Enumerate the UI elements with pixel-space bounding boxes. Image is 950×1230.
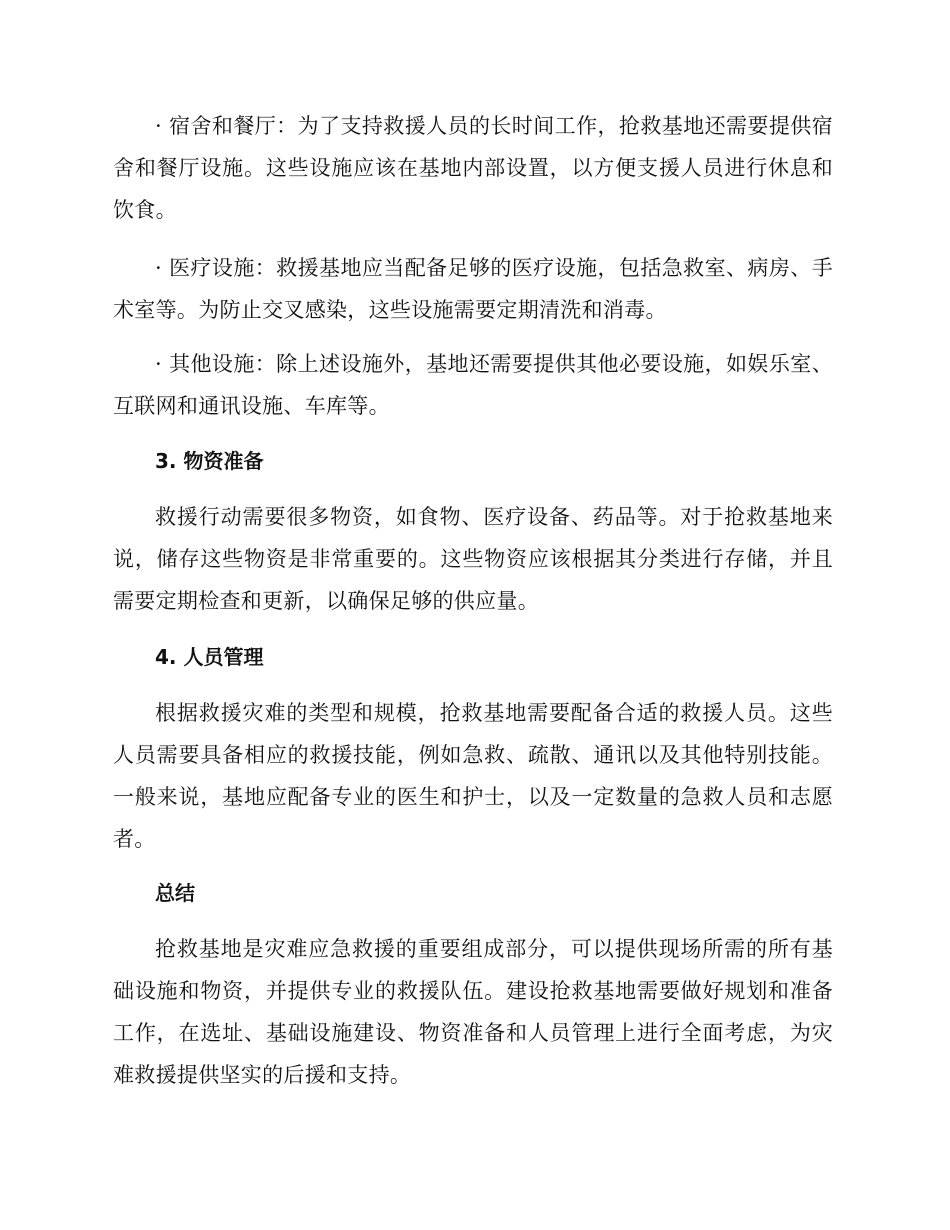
paragraph-other-facilities: · 其他设施：除上述设施外，基地还需要提供其他必要设施，如娱乐室、互联网和通讯设施、车库等。 [113,352,833,418]
paragraph-dorm-canteen: · 宿舍和餐厅：为了支持救援人员的长时间工作，抢救基地还需要提供宿舍和餐厅设施。这些设施应该在基地内部设置，以方便支援人员进行休息和饮食。 [113,114,833,222]
heading-personnel: 4. 人员管理 [155,645,264,669]
paragraph-personnel: 根据救援灾难的类型和规模，抢救基地需要配备合适的救援人员。这些人员需要具备相应的救援技能，例如急救、疏散、通讯以及其他特别技能。一般来说，基地应配备专业的医生和护士，以及一定数量的急救人员和志愿者。 [113,701,833,851]
paragraph-medical-facilities: · 医疗设施：救援基地应当配备足够的医疗设施，包括急救室、病房、手术室等。为防止交叉感染，这些设施需要定期清洗和消毒。 [113,256,833,322]
paragraph-summary: 抢救基地是灾难应急救援的重要组成部分，可以提供现场所需的所有基础设施和物资，并提供专业的救援队伍。建设抢救基地需要做好规划和准备工作，在选址、基础设施建设、物资准备和人员管理上进行全面考虑，为灾难救援提供坚实的后援和支持。 [113,937,833,1087]
heading-summary: 总结 [155,881,195,905]
paragraph-supplies: 救援行动需要很多物资，如食物、医疗设备、药品等。对于抢救基地来说，储存这些物资是非常重要的。这些物资应该根据其分类进行存储，并且需要定期检查和更新，以确保足够的供应量。 [113,505,833,613]
heading-supplies: 3. 物资准备 [155,449,264,473]
